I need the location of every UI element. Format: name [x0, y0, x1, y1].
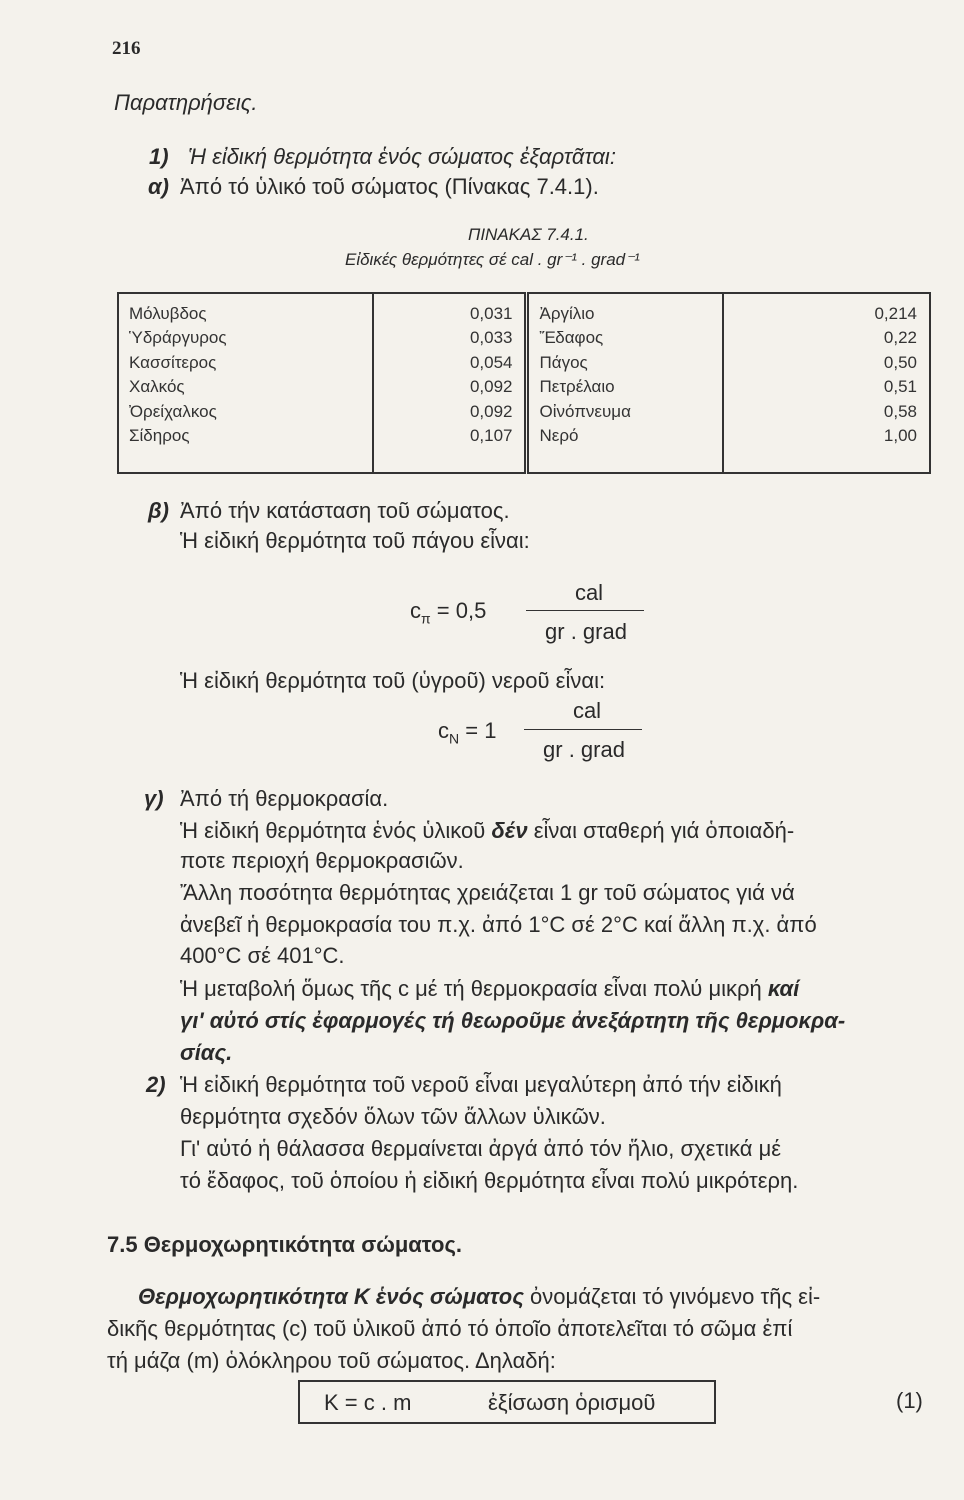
section-line-3: τή μάζα (m) ὁλόκληρου τοῦ σώματος. Δηλαδή:: [107, 1348, 556, 1373]
ice-symbol: c: [410, 598, 421, 623]
ice-value: = 0,5: [436, 598, 487, 623]
point-2-label: 2): [146, 1072, 166, 1097]
formula: K = c . m: [324, 1390, 412, 1415]
material-value: 0,033: [469, 328, 513, 348]
ice-formula: [410, 598, 486, 626]
equation-number: (1): [896, 1388, 923, 1413]
point-2-line-3: Γι' αὐτό ἡ θάλασσα θερμαίνεται ἀργά ἀπό τόν ἥλιο, σχετικά μέ: [180, 1136, 782, 1161]
beta-label: β): [148, 498, 169, 523]
material-value: 0,092: [469, 401, 513, 421]
page-number: 216: [112, 38, 141, 59]
material-name: Ὀρείχαλκος: [129, 401, 217, 421]
point-1-label: 1): [149, 144, 169, 169]
material-name: Κασσίτερος: [129, 352, 217, 372]
gamma-line-6-emph: καί: [767, 976, 800, 1001]
material-value: 0,107: [469, 426, 513, 446]
table-subcaption: Εἰδικές θερμότητες σέ cal . gr⁻¹ . grad⁻¹: [345, 250, 640, 269]
ice-unit-denominator: gr . grad: [545, 619, 627, 644]
material-value: 1,00: [883, 426, 917, 446]
water-unit-denominator: gr . grad: [543, 737, 625, 762]
material-value: 0,031: [469, 304, 513, 323]
table-caption: ΠΙΝΑΚΑΣ 7.4.1.: [468, 225, 589, 244]
point-2-line-4: τό ἔδαφος, τοῦ ὁποίου ἡ εἰδική θερμότητα εἶναι πολύ μικρότερη.: [180, 1168, 799, 1193]
gamma-line-6: [180, 976, 799, 1002]
gamma-line-1-emph: δέν: [491, 818, 528, 843]
water-formula: [438, 718, 496, 746]
material-value: 0,054: [469, 352, 513, 372]
gamma-line-7: γι' αὐτό στίς ἐφαρμογές τή θεωροῦμε ἀνεξάρτητη τῆς θερμοκρα-: [180, 1008, 846, 1033]
water-value: = 1: [465, 718, 497, 743]
material-name: Ὑδράργυρος: [129, 328, 227, 348]
point-2-line-2: θερμότητα σχεδόν ὅλων τῶν ἄλλων ὑλικῶν.: [180, 1104, 606, 1129]
water-subscript: N: [449, 730, 460, 747]
material-name: Ἀργίλιο: [539, 304, 595, 323]
water-intro: Ἡ εἰδική θερμότητα τοῦ (ὑγροῦ) νεροῦ εἶναι:: [180, 668, 606, 693]
gamma-line-8: σίας.: [180, 1040, 233, 1065]
material-value: 0,092: [469, 377, 513, 397]
water-fraction-line: [524, 729, 642, 730]
gamma-label: γ): [144, 786, 164, 811]
material-name: Σίδηρος: [129, 426, 190, 446]
specific-heat-table: [117, 292, 931, 474]
ice-unit-numerator: cal: [574, 580, 604, 605]
material-name: Πάγος: [539, 352, 588, 372]
point-1a-text: Ἀπό τό ὑλικό τοῦ σώματος (Πίνακας 7.4.1).: [180, 174, 599, 199]
material-name: Οἰνόπνευμα: [539, 401, 631, 421]
point-1-text: Ἡ εἰδική θερμότητα ἑνός σώματος ἐξαρτᾶται:: [188, 144, 616, 169]
material-value: 0,51: [883, 377, 917, 397]
material-name: Νερό: [539, 426, 579, 446]
water-symbol: c: [438, 718, 449, 743]
section-line-1: [138, 1284, 820, 1310]
material-value: 0,50: [883, 352, 917, 372]
ice-intro: Ἡ εἰδική θερμότητα τοῦ πάγου εἶναι:: [180, 528, 530, 553]
gamma-line-1-a: Ἡ εἰδική θερμότητα ἑνός ὑλικοῦ: [180, 818, 492, 843]
left-materials-column: [118, 293, 373, 473]
point-1a-label: α): [148, 174, 169, 199]
water-unit-numerator: cal: [572, 698, 602, 723]
gamma-line-5: 400°C σέ 401°C.: [180, 943, 345, 968]
ice-fraction-line: [526, 610, 644, 611]
section-term: Θερμοχωρητικότητα K ἑνός σώματος: [138, 1284, 524, 1309]
material-name: Χαλκός: [129, 377, 185, 397]
gamma-line-1-c: εἶναι σταθερή γιά ὁποιαδή-: [527, 818, 795, 843]
material-name: Πετρέλαιο: [539, 377, 615, 397]
material-value: 0,22: [883, 328, 917, 348]
section-line-1-rest: ὀνομάζεται τό γινόμενο τῆς εἰ-: [523, 1284, 821, 1309]
material-name: Μόλυβδος: [129, 304, 207, 323]
section-line-2: δικῆς θερμότητας (c) τοῦ ὑλικοῦ ἀπό τό ὁποῖο ἀποτελεῖται τό σῶμα ἐπί: [107, 1316, 793, 1341]
right-materials-column: [527, 293, 723, 473]
material-name: Ἔδαφος: [539, 328, 604, 348]
material-value: 0,58: [883, 401, 917, 421]
right-values-column: [723, 293, 930, 473]
gamma-line-4: ἀνεβεῖ ἡ θερμοκρασία του π.χ. ἀπό 1°C σέ 2°C καί ἄλλη π.χ. ἀπό: [180, 912, 817, 937]
material-value: 0,214: [874, 304, 917, 323]
point-2-line-1: Ἡ εἰδική θερμότητα τοῦ νεροῦ εἶναι μεγαλύτερη ἀπό τήν εἰδική: [180, 1072, 782, 1097]
beta-text: Ἀπό τήν κατάσταση τοῦ σώματος.: [180, 498, 510, 523]
gamma-line-2: ποτε περιοχή θερμοκρασιῶν.: [180, 848, 464, 873]
section-title: 7.5 Θερμοχωρητικότητα σώματος.: [107, 1232, 463, 1257]
gamma-line-3: Ἄλλη ποσότητα θερμότητας χρειάζεται 1 gr τοῦ σώματος γιά νά: [180, 880, 795, 905]
observations-heading: Παρατηρήσεις.: [114, 90, 258, 115]
ice-subscript: π: [421, 610, 431, 627]
gamma-line-1: [180, 818, 794, 844]
left-values-column: [373, 293, 527, 473]
formula-box: [298, 1380, 716, 1424]
gamma-line-6-a: Ἡ μεταβολή ὅμως τῆς c μέ τή θερμοκρασία εἶναι πολύ μικρή: [180, 976, 768, 1001]
gamma-text: Ἀπό τή θερμοκρασία.: [180, 786, 389, 811]
formula-label: ἐξίσωση ὁρισμοῦ: [488, 1390, 656, 1415]
